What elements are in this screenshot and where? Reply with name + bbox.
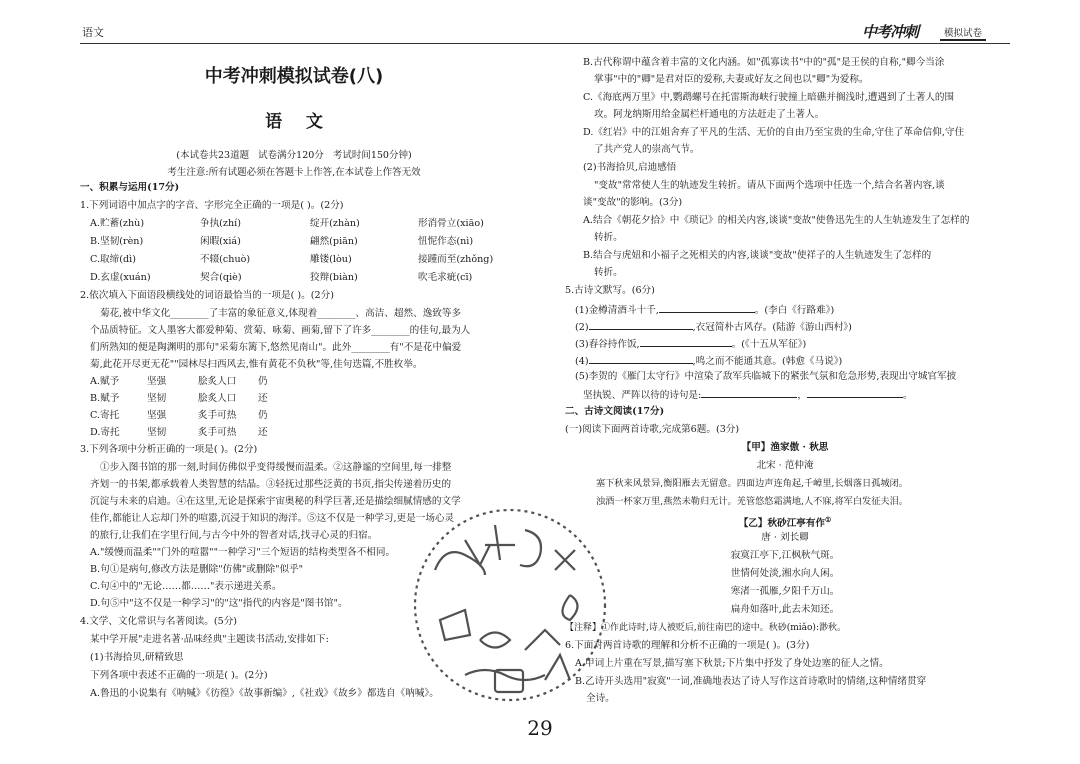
q4-sub2-prompt: 谈"变故"的影响。(3分) (583, 197, 683, 208)
q2-opt: C.寄托 (90, 410, 120, 421)
q3-passage: 的旅行,让我们在字里行间,与古今中外的智者对话,找寻心灵的归宿。 (90, 530, 378, 541)
q1-opt: 闲暇(xiá) (200, 236, 241, 247)
q6-stem: 6.下面对两首诗歌的理解和分析不正确的一项是( )。(3分) (565, 640, 810, 651)
q2-passage: 个品质特征。文人墨客大都爱种菊、赏菊、咏菊、画菊,留下了许多________的佳句,最为人 (90, 325, 471, 336)
poem-2-title (565, 514, 1005, 530)
q5-item-text: (1)金樽清酒斗十千, (575, 305, 659, 316)
q2-opt: B.赋予 (90, 393, 120, 404)
section-2-heading: 二、古诗文阅读(17分) (565, 406, 665, 417)
q4-stem: 4.文学、文化常识与名著阅读。(5分) (80, 616, 238, 627)
poem-2-line: 寒渚一孤雁,夕阳千万山。 (730, 586, 840, 597)
q5-item-5-cont: 坚执锐、严阵以待的诗句是: ， 。 (583, 390, 913, 401)
q5-item-text: (4) (575, 356, 589, 367)
q1-opt: 不辍(chuò) (200, 254, 251, 265)
q5-item-source: ,鸣之而不能通其意。(韩愈《马说》) (692, 356, 843, 367)
footnote: 【注释】①作此诗时,诗人被贬后,前往南巴的途中。秋砂(miǎo):渺秋。 (565, 623, 846, 633)
q2-opt: A.赋予 (90, 376, 120, 387)
q2-passage: 菊花,被中华文化________了丰富的象征意义,体现着________、高洁、超然、逸致等多 (100, 308, 462, 319)
q5-item-3 (575, 337, 806, 351)
q3-passage: 齐划一的书架,都承载着人类智慧的结晶。③轻抚过那些泛黄的书页,指尖传递着历史的 (90, 479, 452, 490)
q2-opt: 仍 (258, 376, 268, 387)
q6-option-a: A.甲词上片重在写景,描写塞下秋景;下片集中抒发了身处边塞的征人之情。 (575, 658, 889, 669)
answer-blank[interactable] (589, 320, 693, 330)
poem-2-line: 寂寞江亭下,江枫秋气斑。 (730, 550, 840, 561)
q6-option-b: 全诗。 (586, 693, 615, 704)
q2-opt: 坚韧 (147, 427, 167, 438)
q2-passage: 菊,此花开尽更无花""园林尽扫西风去,惟有黄花不负秋"等,佳句迭篇,不胜枚举。 (90, 359, 423, 370)
q4-sub2-choice-b: B.结合与虎妞和小福子之死相关的内容,谈谈"变故"使祥子的人生轨迹发生了怎样的 (583, 250, 932, 261)
q4-sub2-choice-a: 转折。 (594, 232, 623, 243)
q2-opt: 坚韧 (147, 393, 167, 404)
q3-option: D.句⑤中"这不仅是一种学习"的"这"指代的内容是"图书馆"。 (90, 598, 348, 609)
q1-opt: 狡辩(biàn) (310, 272, 358, 283)
page-subtitle: 语 文 (265, 112, 323, 132)
q5-item-1 (575, 303, 834, 317)
exam-info: (本试卷共23道题 试卷满分120分 考试时间150分钟) (176, 150, 412, 161)
poem-1-author: 北宋 · 范仲淹 (756, 460, 814, 471)
q5-item-4 (575, 354, 842, 368)
q2-stem: 2.依次填入下面语段横线处的词语最恰当的一项是( )。(2分) (80, 290, 334, 301)
watermark-stamp (395, 500, 625, 715)
q3-passage: ①步入图书馆的那一刻,时间仿佛似乎变得缓慢而温柔。②这静谧的空间里,每一排整 (100, 462, 452, 473)
page-title: 中考冲刺模拟试卷(八) (204, 66, 384, 87)
poem-2-line: 世情何处淡,湘水向人闲。 (730, 568, 840, 579)
q1-opt: 契合(qiè) (200, 272, 242, 283)
q2-opt: 仍 (258, 410, 268, 421)
q2-opt: 坚强 (147, 376, 167, 387)
q1-opt: 吹毛求疵(cī) (418, 272, 473, 283)
q1-opt: 争执(zhí) (200, 218, 241, 229)
q1-opt: 翩然(piān) (310, 236, 358, 247)
footnote-marker: ① (825, 515, 832, 524)
section-1-heading: 一、积累与运用(17分) (80, 182, 180, 193)
q1-opt: 形消骨立(xiāo) (418, 218, 484, 229)
q5-item-2 (575, 320, 852, 334)
answer-blank[interactable] (807, 388, 903, 398)
header-rule (80, 43, 1010, 44)
q2-opt: D.寄托 (90, 427, 120, 438)
brand-title: 中考冲刺 (862, 23, 919, 41)
q2-opt: 还 (258, 427, 268, 438)
q4-option-b: B.古代称谓中蕴含着丰富的文化内涵。如"孤寡读书"中的"孤"是王侯的自称,"卿今当涂 (583, 57, 945, 68)
q3-option: C.句④中的"无论……都……"表示递进关系。 (90, 581, 282, 592)
q2-opt: 炙手可热 (198, 410, 237, 421)
q4-option-a: A.鲁迅的小说集有《呐喊》《彷徨》《故事新编》,《社戏》《故乡》都选自《呐喊》。 (90, 688, 439, 699)
q4-option-d: D.《红岩》中的江姐舍弃了平凡的生活、无价的自由乃至宝贵的生命,守住了革命信仰,守住 (583, 127, 965, 138)
q4-sub2-prompt: "变故"常常使人生的轨迹发生转折。请从下面两个选项中任选一个,结合名著内容,谈 (594, 180, 945, 191)
answer-blank[interactable] (589, 354, 693, 364)
q5-item-text: (3)舂谷持作饭, (575, 339, 640, 350)
q4-sub2-choice-a: A.结合《朝花夕拾》中《琐记》的相关内容,谈谈"变故"使鲁迅先生的人生轨迹发生了怎样的 (583, 215, 970, 226)
q3-option: B.句①是病句,修改方法是删除"仿佛"或删除"似乎" (90, 564, 304, 575)
section-2-part-1: (一)阅读下面两首诗歌,完成第6题。(3分) (565, 424, 740, 435)
page-number: 29 (527, 716, 553, 740)
q4-option-d: 了共产党人的崇高气节。 (594, 144, 700, 155)
poem-2-author: 唐 · 刘长卿 (761, 532, 809, 543)
q1-opt: B.坚韧(rèn) (90, 236, 144, 247)
q4-sub1-question: 下列各项中表述不正确的一项是( )。(2分) (90, 670, 268, 681)
poem-1-line: 塞下秋来风景异,衡阳雁去无留意。四面边声连角起,千嶂里,长烟落日孤城闭。 (596, 478, 908, 489)
q1-opt: 忸怩作态(nì) (418, 236, 474, 247)
q6-option-b: B.乙诗开头选用"寂寞"一词,准确地表达了诗人写作这首诗歌时的情绪,这种情绪贯穿 (575, 676, 927, 687)
q5-item-source: 。(《十五从军征》) (731, 339, 807, 350)
answer-blank[interactable] (701, 388, 797, 398)
answer-blank[interactable] (640, 337, 732, 347)
q5-item-source: ,衣冠简朴古风存。(陆游《游山西村》) (692, 322, 852, 333)
q4-sub2-choice-b: 转折。 (594, 267, 623, 278)
q5-item-text: (2) (575, 322, 589, 333)
q1-opt: 雕镂(lòu) (310, 254, 352, 265)
poem-1-title: 【甲】渔家傲 · 秋思 (741, 442, 829, 453)
q3-passage: 佳作,都能让人忘却门外的喧嚣,沉浸于知识的海洋。⑤这不仅是一种学习,更是一场心灵 (90, 513, 455, 524)
q2-opt: 还 (258, 393, 268, 404)
q3-option: A."缓慢而温柔""门外的喧嚣""一种学习"三个短语的结构类型各不相同。 (90, 547, 396, 558)
answer-blank[interactable] (659, 303, 755, 313)
q3-passage: 沉淀与未来的启迪。④在这里,无论是探索宇宙奥秘的科学巨著,还是描绘细腻情感的文学 (90, 496, 461, 507)
poem-2-title-text: 【乙】秋砂江亭有作 (738, 518, 826, 530)
q5-item-5: (5)李贺的《雁门太守行》中渲染了敌军兵临城下的紧张气氛和危急形势,表现出守城官军披 (575, 371, 957, 382)
q1-stem: 1.下列词语中加点字的字音、字形完全正确的一项是( )。(2分) (80, 200, 344, 211)
q2-opt: 炙手可热 (198, 427, 237, 438)
q4-option-c: 攻。阿龙纳斯用给金属栏杆通电的方法赶走了土著人。 (594, 109, 825, 120)
brand-logo (862, 21, 1010, 41)
poem-1-line: 浊酒一杯家万里,燕然未勒归无计。羌管悠悠霜满地,人不寐,将军白发征夫泪。 (596, 496, 908, 507)
q2-opt: 脍炙人口 (198, 393, 237, 404)
brand-subtitle: 模拟试卷 (940, 25, 986, 41)
q4-sub2: (2)书海拾贝,启迪感悟 (583, 162, 677, 173)
q4-option-b: 掌事"中的"卿"是君对臣的爱称,夫妻或好友之间也以"卿"为爱称。 (594, 74, 869, 85)
q1-opt: A.贮蓄(zhù) (90, 218, 145, 229)
q2-opt: 坚强 (147, 410, 167, 421)
subject-tag: 语文 (82, 26, 104, 39)
exam-note: 考生注意:所有试题必须在答题卡上作答,在本试卷上作答无效 (167, 167, 421, 178)
q1-opt: 绽开(zhàn) (310, 218, 360, 229)
q1-opt: C.取缔(dì) (90, 254, 136, 265)
q5-item-source: 。(李白《行路难》) (754, 305, 835, 316)
q5-stem: 5.古诗文默写。(6分) (565, 285, 655, 296)
q4-sub1: (1)书海拾贝,研精致思 (90, 652, 184, 663)
poem-2-line: 扁舟如落叶,此去未知还。 (730, 604, 840, 615)
q2-passage: 们所熟知的便是陶渊明的那句"采菊东篱下,悠然见南山"。此外________有"不是花中偏爱 (90, 342, 462, 353)
q3-stem: 3.下列各项中分析正确的一项是( )。(2分) (80, 444, 258, 455)
q5-item-text: 坚执锐、严阵以待的诗句是: (583, 390, 702, 401)
q4-intro: 某中学开展"走进名著·品味经典"主题读书活动,安排如下: (90, 634, 329, 645)
q2-opt: 脍炙人口 (198, 376, 237, 387)
q1-opt: D.玄虚(xuán) (90, 272, 151, 283)
q1-opt: 接踵而至(zhǒng) (418, 254, 494, 265)
q4-option-c: C.《海底两万里》中,鹦鹉螺号在托雷斯海峡行驶撞上暗礁并搁浅时,遭遇到了土著人的围 (583, 92, 955, 103)
